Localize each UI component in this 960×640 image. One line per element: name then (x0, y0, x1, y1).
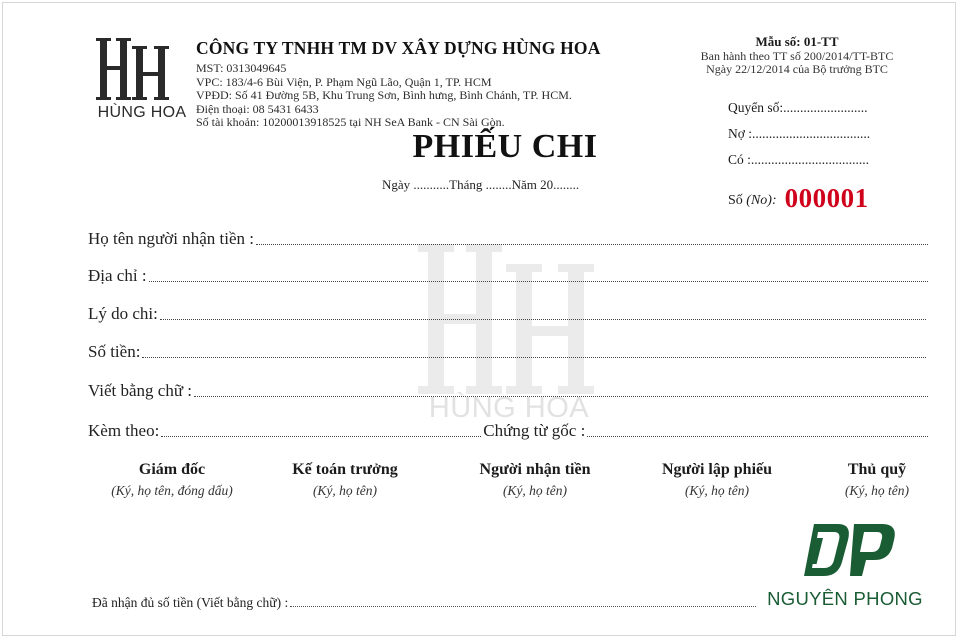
reason-label: Lý do chi: (88, 304, 158, 323)
dotted-line (256, 244, 928, 245)
nguyen-phong-logo-icon (804, 518, 896, 582)
amount-words-field[interactable] (88, 379, 928, 401)
amount-field[interactable] (88, 340, 926, 362)
signature-cashier (826, 461, 928, 499)
main-office-address: VPC: 183/4-6 Bùi Viện, P. Phạm Ngũ Lão, Quận 1, TP. HCM (196, 74, 492, 89)
brand-name: NGUYÊN PHONG (767, 588, 923, 609)
credit-account-field: Có :................................... (728, 152, 870, 167)
recipient-name-label: Họ tên người nhận tiền : (88, 229, 254, 248)
rep-office-address: VPĐD: Số 41 Đường 5B, Khu Trung Sơn, Bình hưng, Bình Chánh, TP. HCM. (196, 88, 572, 103)
form-code: Mẫu số: 01-TT (755, 34, 839, 49)
company-logo (92, 36, 192, 128)
received-amount-field[interactable] (92, 591, 756, 611)
amount-words-label: Viết bằng chữ : (88, 381, 193, 400)
signature-chief-accountant (272, 461, 418, 499)
company-name: CÔNG TY TNHH TM DV XÂY DỰNG HÙNG HOA (196, 38, 601, 58)
address-field[interactable] (88, 264, 928, 286)
dotted-line (587, 436, 928, 437)
signature-note: (Ký, họ tên) (502, 483, 568, 498)
original-docs-label: Chứng từ gốc : (483, 421, 586, 440)
received-amount-label: Đã nhận đủ số tiền (Viết bằng chữ) : (92, 595, 289, 610)
dotted-line (161, 436, 481, 437)
hh-logo-icon (96, 36, 188, 102)
regulation-date-line: Ngày 22/12/2014 của Bộ trưởng BTC (706, 62, 888, 76)
company-info (196, 38, 666, 130)
signature-role: Kế toán trưởng (292, 461, 398, 478)
signature-recipient (462, 461, 608, 499)
watermark-text: HÙNG HOA (428, 392, 590, 424)
signature-director (96, 461, 248, 499)
signature-note: (Ký, họ tên) (684, 483, 750, 498)
dotted-line (194, 396, 928, 397)
document-title: PHIẾU CHI (412, 128, 598, 165)
amount-label: Số tiền: (88, 342, 141, 361)
signature-role: Giám đốc (138, 461, 206, 478)
signature-role: Thủ quỹ (847, 461, 907, 478)
attachments-label: Kèm theo: (88, 421, 160, 440)
tax-code: MST: 0313049645 (196, 61, 287, 75)
reason-field[interactable] (88, 302, 926, 324)
address-label: Địa chỉ : (88, 266, 147, 285)
signature-note: (Ký, họ tên) (312, 483, 378, 498)
signature-role: Người lập phiếu (661, 461, 773, 478)
signature-note: (Ký, họ tên) (844, 483, 910, 498)
book-number-field: Quyển số:......................... (728, 100, 868, 115)
signature-note: (Ký, họ tên, đóng dấu) (111, 483, 233, 498)
recipient-name-field[interactable] (88, 227, 928, 249)
logo-text: HÙNG HOA (97, 104, 187, 121)
dotted-line (149, 281, 928, 282)
signature-preparer (642, 461, 792, 499)
serial-label: Số (No): (728, 193, 777, 208)
serial-number-block (728, 180, 869, 211)
bank-account: Số tài khoản: 10200013918525 tại NH SeA Bank - CN Sài Gòn. (196, 115, 505, 130)
dotted-line (290, 606, 756, 607)
attachments-field[interactable] (88, 419, 928, 441)
form-code-block (676, 34, 918, 76)
phone-number: Điện thoại: 08 5431 6433 (196, 101, 319, 116)
date-line: Ngày ...........Tháng ........Năm 20........ (382, 177, 580, 192)
regulation-line: Ban hành theo TT số 200/2014/TT-BTC (700, 49, 894, 63)
signature-role: Người nhận tiền (479, 461, 591, 478)
debit-account-field: Nợ :................................... (728, 126, 871, 141)
serial-number: 000001 (784, 183, 869, 213)
dotted-line (160, 319, 926, 320)
dotted-line (142, 357, 926, 358)
